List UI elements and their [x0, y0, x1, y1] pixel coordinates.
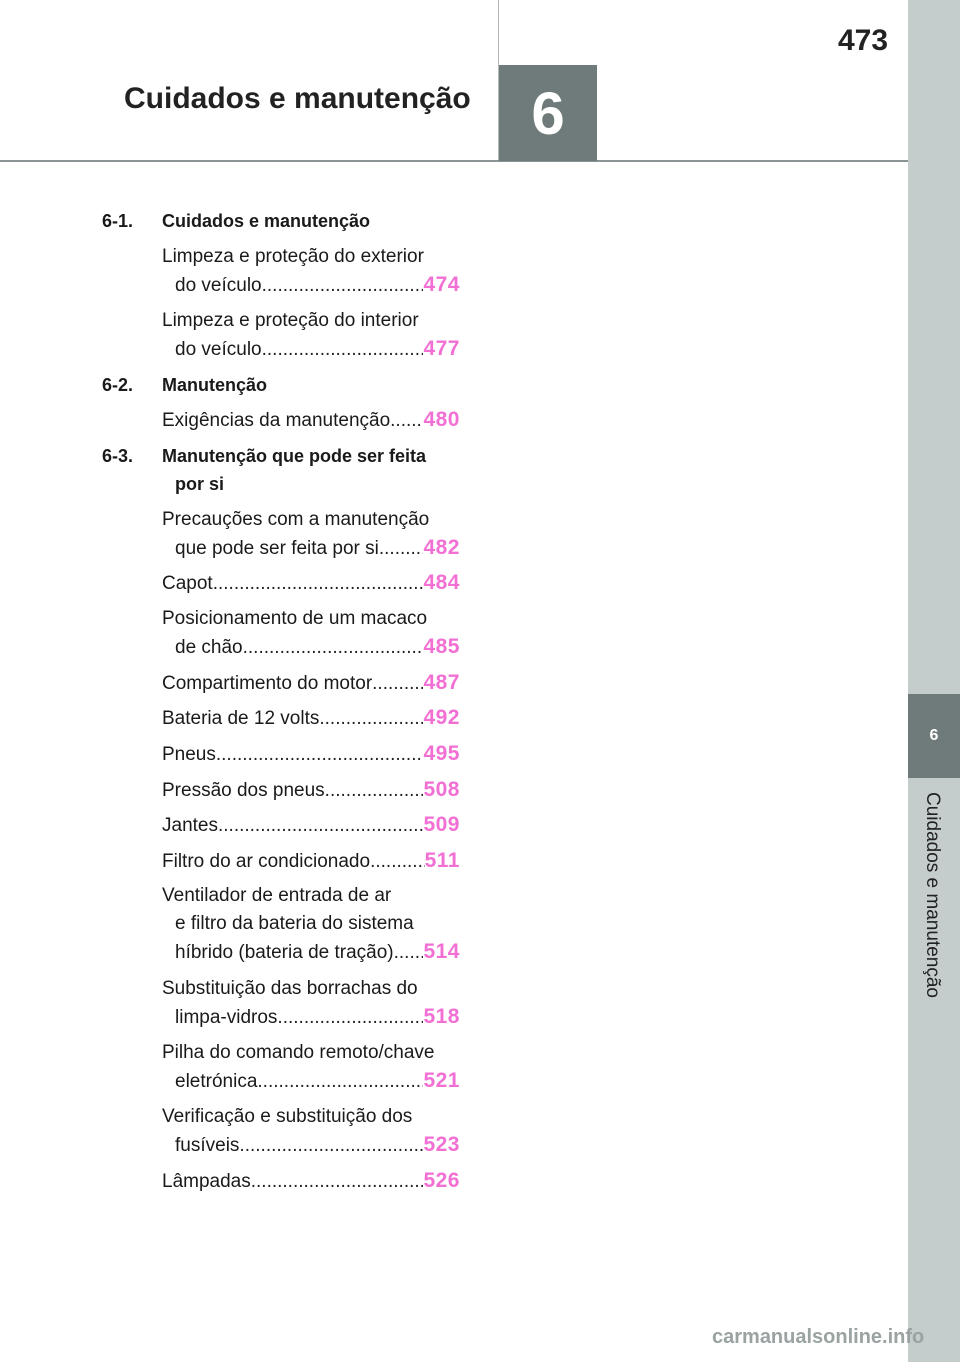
page-ref[interactable]: 521 [423, 1069, 460, 1092]
entry-text: Lâmpadas [162, 1171, 251, 1192]
toc-entry[interactable] [162, 406, 460, 435]
page-number: 473 [838, 24, 889, 57]
entry-text: do veículo [175, 275, 262, 296]
leader-dots [216, 741, 424, 769]
entry-text: Precauções com a manutenção [162, 509, 430, 530]
toc-entry[interactable] [162, 307, 460, 364]
chapter-number-box [499, 65, 597, 161]
toc-entry[interactable] [162, 740, 460, 769]
page-ref[interactable]: 487 [423, 671, 460, 694]
leader-dots [213, 570, 424, 598]
toc-entry[interactable] [162, 1167, 460, 1196]
side-tab-number: 6 [929, 727, 939, 744]
entry-text: Capot [162, 573, 213, 594]
toc-entry[interactable] [162, 669, 460, 698]
entry-text: Pneus [162, 744, 216, 765]
toc-entry[interactable] [162, 811, 460, 840]
leader-dots [390, 407, 423, 435]
leader-dots [257, 1068, 423, 1096]
page-title: Cuidados e manutenção [124, 82, 471, 115]
page-ref[interactable]: 514 [423, 940, 460, 963]
entry-text: Substituição das borrachas do [162, 978, 418, 999]
page-ref[interactable]: 484 [423, 571, 460, 594]
page-ref[interactable]: 509 [423, 813, 460, 836]
section-title: Cuidados e manutenção [162, 211, 371, 231]
toc-entry[interactable] [162, 882, 460, 967]
section-number: 6-1. [102, 211, 134, 231]
toc-entry[interactable] [162, 847, 460, 876]
leader-dots [379, 535, 424, 563]
page-ref[interactable]: 485 [423, 635, 460, 658]
toc-entry[interactable] [162, 704, 460, 733]
entry-text: Pilha do comando remoto/chave [162, 1042, 435, 1063]
entry-text: Ventilador de entrada de ar [162, 885, 392, 906]
entry-text: Filtro do ar condicionado [162, 851, 371, 872]
side-chapter-tab[interactable] [908, 694, 960, 778]
chapter-number: 6 [531, 79, 565, 147]
page-ref[interactable]: 477 [423, 337, 460, 360]
watermark: carmanualsonline.info [712, 1326, 925, 1348]
entry-text: de chão [175, 637, 243, 658]
page-ref[interactable]: 526 [423, 1169, 460, 1192]
entry-text: híbrido (bateria de tração) [175, 942, 394, 963]
leader-dots [243, 634, 424, 662]
page-ref[interactable]: 492 [423, 706, 460, 729]
entry-text: do veículo [175, 339, 262, 360]
toc-entry[interactable] [162, 506, 460, 563]
page-ref[interactable]: 474 [423, 273, 460, 296]
page-ref[interactable]: 508 [423, 778, 460, 801]
page-ref[interactable]: 495 [423, 742, 460, 765]
leader-dots [262, 336, 424, 364]
entry-text: Bateria de 12 volts [162, 708, 320, 729]
entry-text: Verificação e substituição dos [162, 1106, 413, 1127]
header-rule [0, 160, 908, 162]
page-ref[interactable]: 511 [424, 849, 460, 872]
leader-dots [239, 1132, 423, 1160]
toc-entry[interactable] [162, 605, 460, 662]
entry-text: e filtro da bateria do sistema [175, 913, 414, 934]
entry-text: Limpeza e proteção do exterior [162, 246, 424, 267]
leader-dots [251, 1168, 424, 1196]
entry-text: Jantes [162, 815, 218, 836]
entry-text: eletrónica [175, 1071, 258, 1092]
toc-entry[interactable] [162, 569, 460, 598]
toc-entry[interactable] [162, 975, 460, 1032]
entry-text: limpa-vidros [175, 1007, 278, 1028]
leader-dots [372, 670, 423, 698]
entry-text: Posicionamento de um macaco [162, 608, 428, 629]
leader-dots [370, 848, 425, 876]
leader-dots [277, 1004, 423, 1032]
entry-text: Compartimento do motor [162, 673, 373, 694]
page-ref[interactable]: 480 [423, 408, 460, 431]
leader-dots [262, 272, 424, 300]
toc-entry[interactable] [162, 243, 460, 300]
entry-text: Pressão dos pneus [162, 780, 325, 801]
page-ref[interactable]: 482 [423, 536, 460, 559]
leader-dots [325, 777, 424, 805]
section-number: 6-2. [102, 375, 134, 395]
side-strip [908, 0, 960, 1362]
leader-dots [394, 939, 424, 967]
entry-text: fusíveis [175, 1135, 240, 1156]
leader-dots [319, 705, 423, 733]
toc-entry[interactable] [162, 1039, 460, 1096]
section-title: por si [175, 474, 225, 494]
entry-text: Limpeza e proteção do interior [162, 310, 419, 331]
toc-entry[interactable] [162, 1103, 460, 1160]
section-title: Manutenção [162, 375, 268, 395]
leader-dots [218, 812, 423, 840]
page-ref[interactable]: 523 [423, 1133, 460, 1156]
section-number: 6-3. [102, 446, 134, 466]
entry-text: que pode ser feita por si [175, 538, 379, 559]
side-chapter-label: Cuidados e manutenção [922, 792, 943, 998]
toc-entry[interactable] [162, 776, 460, 805]
page-ref[interactable]: 518 [423, 1005, 460, 1028]
section-title: Manutenção que pode ser feita [162, 446, 427, 466]
entry-text: Exigências da manutenção [162, 410, 391, 431]
